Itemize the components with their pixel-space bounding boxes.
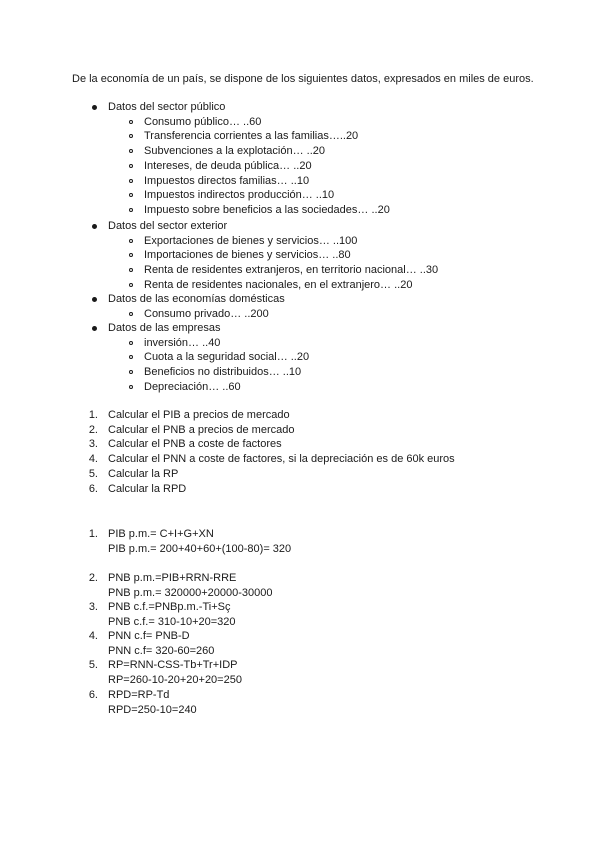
list-item: Subvenciones a la explotación… ..20 <box>144 145 326 158</box>
circle-marker <box>129 355 133 359</box>
answer-line: PNB c.f.= 310-10+20=320 <box>108 615 236 628</box>
list-item: Exportaciones de bienes y servicios… ..100 <box>144 234 358 247</box>
list-item: Depreciación… ..60 <box>144 380 241 393</box>
circle-marker <box>129 283 133 287</box>
section-title: Datos del sector exterior <box>108 220 228 232</box>
answer-number: 4. <box>88 630 98 642</box>
question-number: 3. <box>88 438 98 451</box>
circle-marker <box>129 120 133 124</box>
circle-marker <box>129 253 133 257</box>
list-item: Importaciones de bienes y servicios… ..80 <box>144 249 351 262</box>
circle-marker <box>129 164 133 168</box>
question-text: Calcular el PNB a coste de factores <box>108 438 282 451</box>
circle-marker <box>129 149 133 153</box>
question-text: Calcular la RP <box>108 467 179 480</box>
question-number: 1. <box>88 409 98 421</box>
question-text: Calcular el PNB a precios de mercado <box>108 423 295 436</box>
answer-line: PNN c.f= 320-60=260 <box>108 644 215 657</box>
bullet-marker <box>92 297 97 302</box>
answer-number: 1. <box>88 528 98 540</box>
list-item: Transferencia corrientes a las familias…..20 <box>144 130 359 143</box>
list-item: Impuesto sobre beneficios a las sociedades… ..20 <box>144 203 390 216</box>
section-title: Datos del sector público <box>108 101 226 113</box>
answer-line: PIB p.m.= C+I+G+XN <box>108 528 214 540</box>
circle-marker <box>129 134 133 138</box>
intro-paragraph: De la economía de un país, se dispone de los siguientes datos, expresados en miles de euros. <box>72 73 534 85</box>
list-item: Cuota a la seguridad social… ..20 <box>144 351 310 364</box>
list-item: Renta de residentes nacionales, en el extranjero… ..20 <box>144 278 413 291</box>
section-title: Datos de las empresas <box>108 322 221 334</box>
answer-number: 6. <box>88 689 98 701</box>
bullet-marker <box>92 326 97 331</box>
answer-line: PNN c.f= PNB-D <box>108 630 190 642</box>
bullet-marker <box>92 105 97 110</box>
answer-number: 3. <box>88 601 98 613</box>
question-text: Calcular la RPD <box>108 482 187 495</box>
list-item: Beneficios no distribuidos… ..10 <box>144 366 302 379</box>
answer-line: RPD=250-10=240 <box>108 703 197 716</box>
circle-marker <box>129 385 133 389</box>
circle-marker <box>129 208 133 212</box>
question-number: 5. <box>88 467 98 480</box>
answer-line: PNB p.m.= 320000+20000-30000 <box>108 586 273 599</box>
question-text: Calcular el PIB a precios de mercado <box>108 409 290 421</box>
answer-line: PNB p.m.=PIB+RRN-RRE <box>108 572 237 584</box>
list-item: Impuestos directos familias… ..10 <box>144 174 310 187</box>
answer-line: PNB c.f.=PNBp.m.-Ti+Sç <box>108 601 231 613</box>
section-title: Datos de las economías domésticas <box>108 293 285 305</box>
circle-marker <box>129 370 133 374</box>
circle-marker <box>129 268 133 272</box>
list-item: Consumo privado… ..200 <box>144 307 269 320</box>
list-item: Consumo público… ..60 <box>144 115 262 128</box>
list-item: Intereses, de deuda pública… ..20 <box>144 159 312 172</box>
circle-marker <box>129 193 133 197</box>
list-item: Impuestos indirectos producción… ..10 <box>144 189 335 202</box>
answer-number: 5. <box>88 659 98 671</box>
circle-marker <box>129 312 133 316</box>
question-number: 2. <box>88 423 98 436</box>
circle-marker <box>129 179 133 183</box>
circle-marker <box>129 341 133 345</box>
answer-line: PIB p.m.= 200+40+60+(100-80)= 320 <box>108 542 292 555</box>
answer-line: RP=260-10-20+20+20=250 <box>108 673 242 686</box>
bullet-marker <box>92 224 97 229</box>
question-number: 4. <box>88 453 98 466</box>
answer-line: RP=RNN-CSS-Tb+Tr+IDP <box>108 659 238 671</box>
question-number: 6. <box>88 482 98 495</box>
list-item: inversión… ..40 <box>144 336 221 349</box>
question-text: Calcular el PNN a coste de factores, si la depreciación es de 60k euros <box>108 453 455 466</box>
list-item: Renta de residentes extranjeros, en territorio nacional… ..30 <box>144 264 439 277</box>
answer-number: 2. <box>88 572 98 584</box>
circle-marker <box>129 239 133 243</box>
answer-line: RPD=RP-Td <box>108 689 170 701</box>
